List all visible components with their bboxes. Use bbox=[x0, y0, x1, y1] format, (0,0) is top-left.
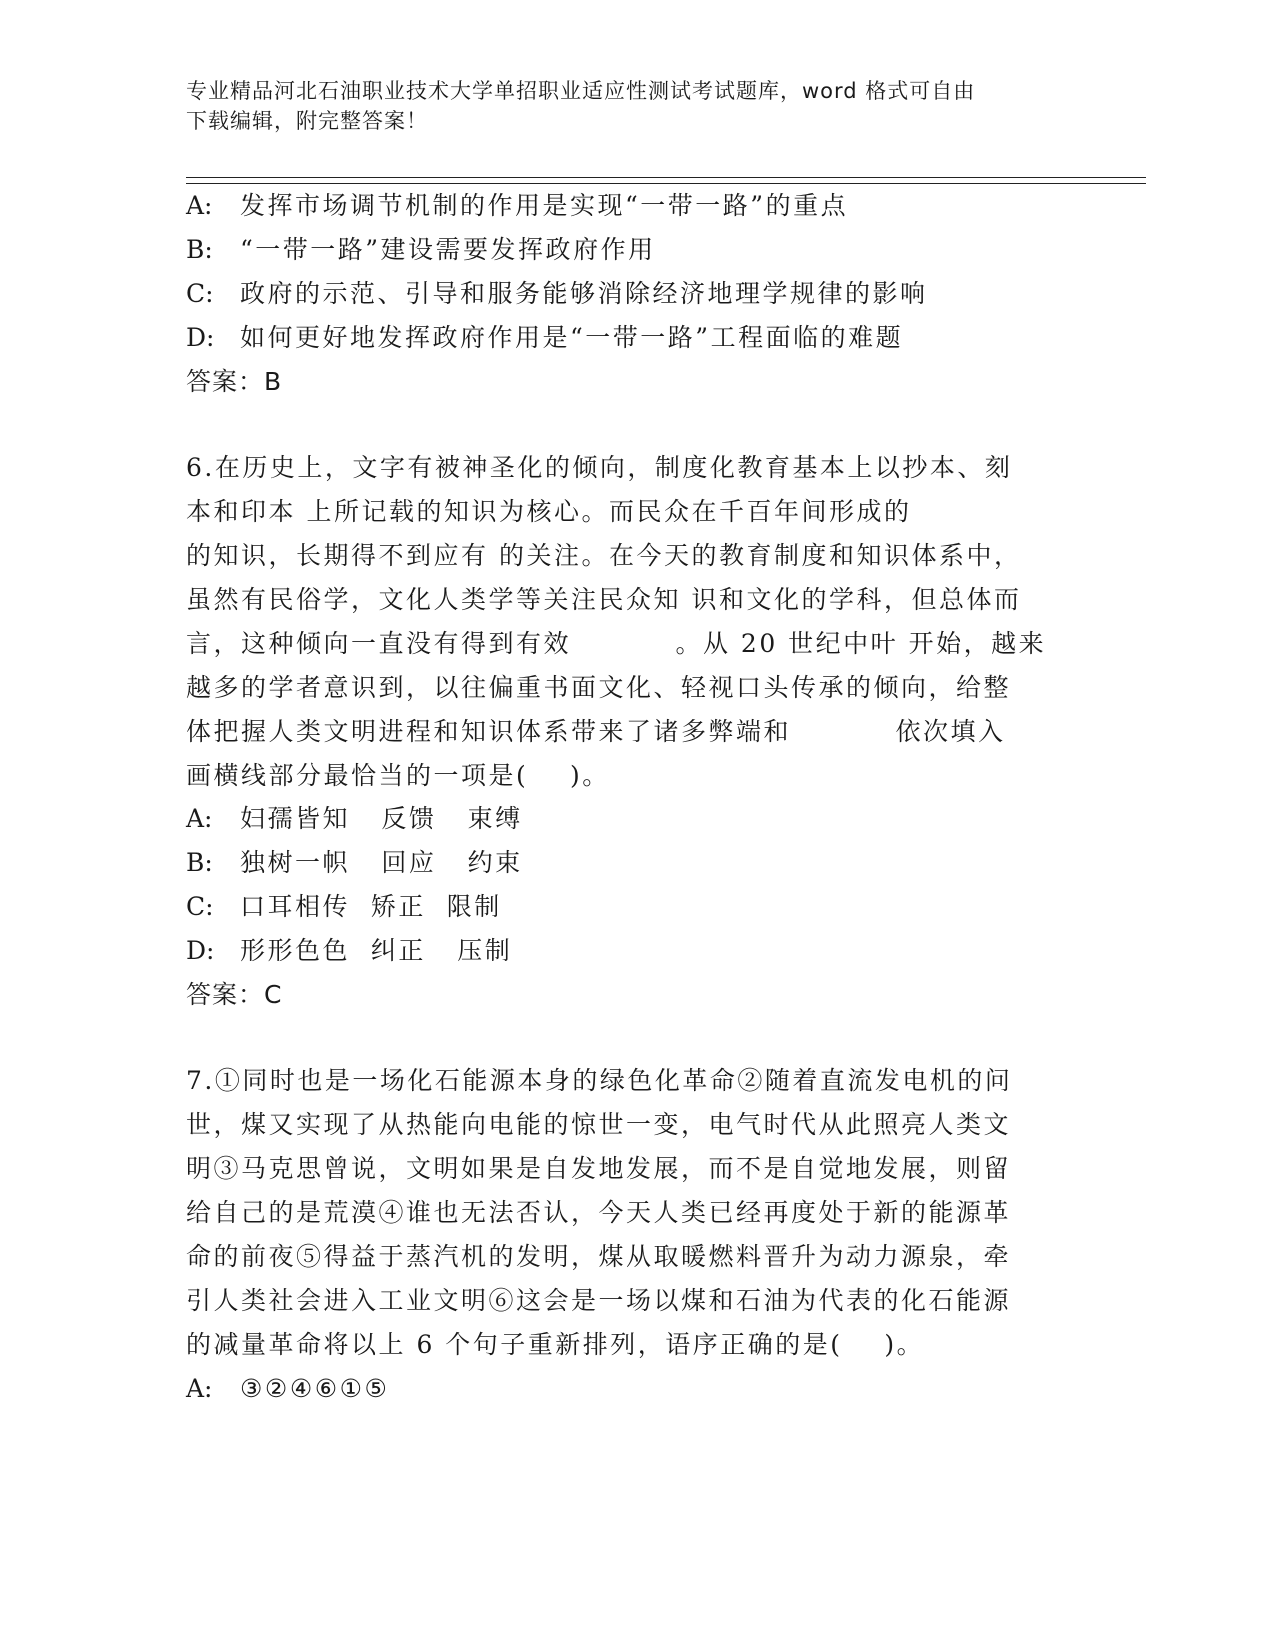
q6-answer: 答案：C bbox=[186, 980, 283, 1009]
q6-option-d: D: 形形色色 纠正 压制 bbox=[186, 936, 513, 965]
q6-text-line: 虽然有民俗学，文化人类学等关注民众知 识和文化的学科，但总体而 bbox=[186, 585, 1022, 614]
q5-option-d: D: 如何更好地发挥政府作用是“一带一路”工程面临的难题 bbox=[186, 323, 904, 352]
q6-text-line: 本和印本 上所记载的知识为核心。而民众在千百年间形成的 bbox=[186, 497, 912, 526]
q7-text-line: 7.①同时也是一场化石能源本身的绿色化革命②随着直流发电机的问 bbox=[186, 1066, 1013, 1095]
q7-text-line: 命的前夜⑤得益于蒸汽机的发明，煤从取暖燃料晋升为动力源泉，牵 bbox=[186, 1242, 1012, 1271]
q5-answer: 答案：B bbox=[186, 367, 283, 396]
q6-option-b: B: 独树一帜 回应 约束 bbox=[186, 848, 523, 877]
q6-option-a: A: 妇孺皆知 反馈 束缚 bbox=[186, 804, 523, 833]
header-line-1: 专业精品河北石油职业技术大学单招职业适应性测试考试题库，word 格式可自由 bbox=[186, 79, 976, 103]
q7-text-line: 的减量革命将以上 6 个句子重新排列，语序正确的是( )。 bbox=[186, 1330, 925, 1359]
q6-option-c: C: 口耳相传 矫正 限制 bbox=[186, 892, 502, 921]
header-divider-bottom bbox=[186, 183, 1146, 184]
q6-text-line: 画横线部分最恰当的一项是( )。 bbox=[186, 761, 610, 790]
header-line-2: 下载编辑，附完整答案！ bbox=[186, 109, 428, 133]
q6-text-line: 越多的学者意识到，以往偏重书面文化、轻视口头传承的倾向，给整 bbox=[186, 673, 1012, 702]
page-header bbox=[186, 76, 1066, 136]
q7-option-a: A: ③②④⑥①⑤ bbox=[186, 1374, 390, 1403]
q7-text-line: 给自己的是荒漠④谁也无法否认，今天人类已经再度处于新的能源革 bbox=[186, 1198, 1012, 1227]
q6-text-line: 言，这种倾向一直没有得到有效 。从 20 世纪中叶 开始，越来 bbox=[186, 629, 1047, 658]
q5-option-c: C: 政府的示范、引导和服务能够消除经济地理学规律的影响 bbox=[186, 279, 928, 308]
header-divider-top bbox=[186, 177, 1146, 178]
q5-option-a: A: 发挥市场调节机制的作用是实现“一带一路”的重点 bbox=[186, 191, 849, 220]
q6-text-line: 的知识，长期得不到应有 的关注。在今天的教育制度和知识体系中， bbox=[186, 541, 1022, 570]
q7-text-line: 引人类社会进入工业文明⑥这会是一场以煤和石油为代表的化石能源 bbox=[186, 1286, 1012, 1315]
q6-text-line: 6.在历史上，文字有被神圣化的倾向，制度化教育基本上以抄本、刻 bbox=[186, 453, 1013, 482]
q7-text-line: 明③马克思曾说，文明如果是自发地发展，而不是自觉地发展，则留 bbox=[186, 1154, 1012, 1183]
q5-option-b: B: “一带一路”建设需要发挥政府作用 bbox=[186, 235, 656, 264]
q6-text-line: 体把握人类文明进程和知识体系带来了诸多弊端和 依次填入 bbox=[186, 717, 1006, 746]
q7-text-line: 世，煤又实现了从热能向电能的惊世一变，电气时代从此照亮人类文 bbox=[186, 1110, 1012, 1139]
